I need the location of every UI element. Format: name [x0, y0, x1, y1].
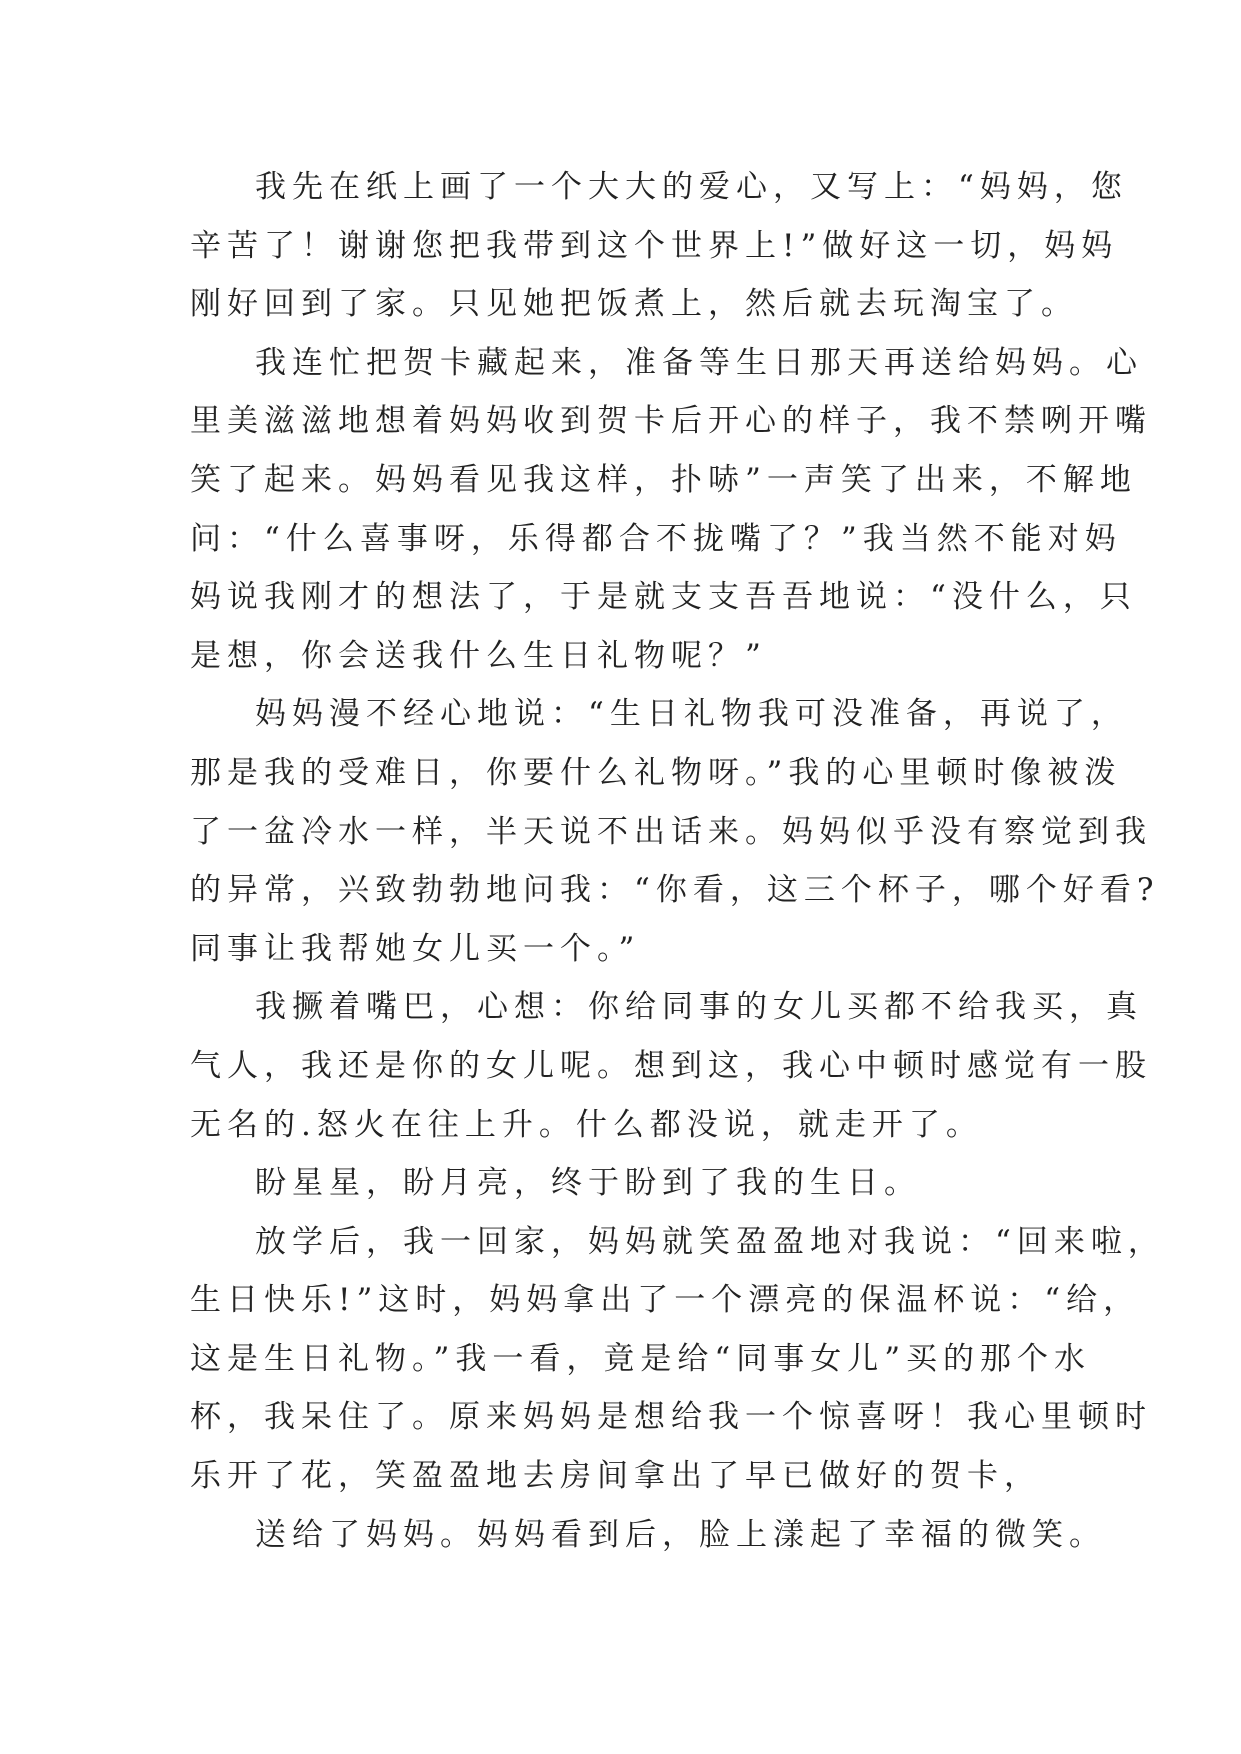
text-line: 气人，我还是你的女儿呢。想到这，我心中顿时感觉有一股	[190, 1047, 1152, 1084]
text-line: 我先在纸上画了一个大大的爱心，又写上：“妈妈，您	[255, 169, 1128, 205]
text-line: 是想，你会送我什么生日礼物呢？”	[190, 637, 767, 674]
text-line: 同事让我帮她女儿买一个。”	[190, 930, 641, 967]
text-line: 送给了妈妈。妈妈看到后，脸上漾起了幸福的微笑。	[255, 1516, 1106, 1553]
text-line: 那是我的受难日，你要什么礼物呀。”我的心里顿时像被泼	[190, 754, 1122, 791]
text-line: 这是生日礼物。”我一看，竟是给“同事女儿”买的那个水	[190, 1340, 1092, 1377]
text-line: 刚好回到了家。只见她把饭煮上，然后就去玩淘宝了。	[190, 286, 1078, 323]
text-line: 问：“什么喜事呀，乐得都合不拢嘴了？”我当然不能对妈	[190, 520, 1122, 557]
text-line: 乐开了花，笑盈盈地去房间拿出了早已做好的贺卡，	[190, 1458, 1041, 1495]
text-line: 我连忙把贺卡藏起来，准备等生日那天再送给妈妈。心	[255, 344, 1143, 381]
text-line: 我撅着嘴巴，心想：你给同事的女儿买都不给我买，真	[255, 989, 1143, 1026]
text-line: 妈妈漫不经心地说：“生日礼物我可没准备，再说了，	[255, 696, 1128, 733]
text-line: 的异常，兴致勃勃地问我：“你看，这三个杯子，哪个好看?	[190, 872, 1160, 909]
document-body	[190, 158, 1165, 1564]
text-line: 无名的.怒火在往上升。什么都没说，就走开了。	[190, 1106, 983, 1143]
text-line: 盼星星，盼月亮，终于盼到了我的生日。	[255, 1165, 921, 1202]
text-line: 生日快乐!”这时，妈妈拿出了一个漂亮的保温杯说：“给，	[190, 1282, 1141, 1319]
text-line: 了一盆冷水一样，半天说不出话来。妈妈似乎没有察觉到我	[190, 813, 1152, 850]
text-line: 杯，我呆住了。原来妈妈是想给我一个惊喜呀！我心里顿时	[190, 1399, 1152, 1436]
text-line: 笑了起来。妈妈看见我这样，扑哧”一声笑了出来，不解地	[190, 461, 1137, 498]
text-line: 辛苦了！谢谢您把我带到这个世界上!”做好这一切，妈妈	[190, 227, 1119, 264]
text-line: 妈说我刚才的想法了，于是就支支吾吾地说：“没什么，只	[190, 579, 1137, 616]
text-line: 放学后，我一回家，妈妈就笑盈盈地对我说：“回来啦，	[255, 1223, 1165, 1260]
text-line: 里美滋滋地想着妈妈收到贺卡后开心的样子，我不禁咧开嘴	[190, 403, 1152, 440]
